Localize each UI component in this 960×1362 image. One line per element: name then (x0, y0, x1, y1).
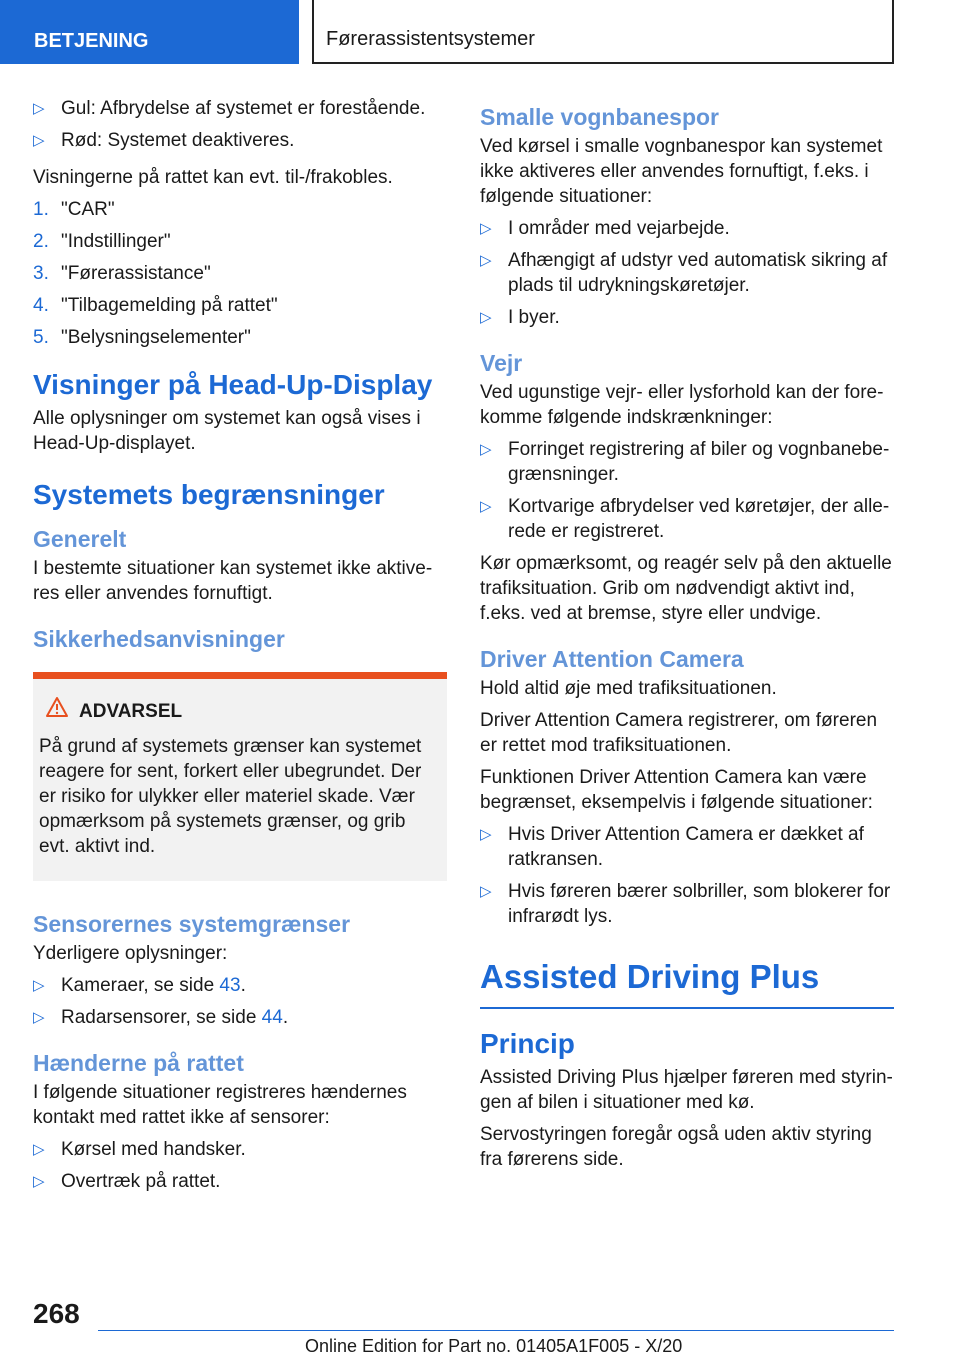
subsection-heading: Smalle vognbanespor (480, 104, 720, 130)
bullet-triangle-icon: ▷ (480, 883, 492, 900)
page-link[interactable]: 43 (219, 975, 241, 996)
paragraph: Ved ugunstige vejr- eller lysforhold kan der fore-komme følgende indskrænkninger: (480, 382, 884, 428)
list-item: ▷ Radarsensorer, se side 44. (33, 1007, 289, 1028)
chapter-heading: Assisted Driving Plus (480, 957, 894, 1009)
lanes-list (480, 216, 894, 330)
paragraph: I følgende situationer registreres hændernes kontakt med rattet ikke af sensorer: (33, 1082, 407, 1128)
bullet-triangle-icon: ▷ (33, 132, 45, 149)
hands-list (33, 1137, 447, 1194)
subsection-heading: Sikkerhedsanvisninger (33, 626, 285, 652)
bullet-triangle-icon: ▷ (33, 1173, 45, 1190)
list-item: 2. "Indstillinger" (33, 231, 171, 252)
list-item: 3. "Førerassistance" (33, 263, 211, 284)
section-heading: Princip (480, 1028, 575, 1059)
left-column (33, 96, 447, 1201)
footer-divider (98, 1330, 894, 1331)
paragraph: Funktionen Driver Attention Camera kan være begrænset, eksempelvis i følgende situationer: (480, 767, 873, 813)
bullet-triangle-icon: ▷ (480, 498, 492, 515)
warning-triangle-icon (45, 696, 69, 718)
right-column (480, 96, 894, 1179)
list-item: ▷ Hvis føreren bærer solbriller, som blokerer for infrarødt lys. (480, 881, 891, 927)
sensor-list (33, 973, 447, 1030)
numbered-list (33, 197, 447, 350)
list-item: ▷ I områder med vejarbejde. (480, 218, 730, 239)
list-item: ▷ I byer. (480, 307, 560, 328)
bullet-triangle-icon: ▷ (33, 100, 45, 117)
section-heading: Visninger på Head-Up-Display (33, 369, 433, 400)
warning-title: ADVARSEL (79, 701, 183, 722)
list-item: ▷ Afhængigt af udstyr ved automatisk sikring af plads til udrykningskøretøjer. (480, 250, 888, 296)
paragraph: Kør opmærksomt, og reagér selv på den aktuelle trafiksituation. Grib om nødvendigt aktivt ind, f.eks. ved at bremse, styre eller undvige. (480, 553, 892, 624)
list-item: ▷ Hvis Driver Attention Camera er dækket af ratkransen. (480, 824, 864, 870)
bullet-triangle-icon: ▷ (480, 252, 492, 269)
list-item: ▷ Kørsel med handsker. (33, 1139, 246, 1160)
paragraph: Visningerne på rattet kan evt. til-/frakobles. (33, 167, 393, 188)
section-tab (0, 0, 299, 64)
list-item: ▷ Kameraer, se side 43. (33, 975, 246, 996)
subsection-heading: Generelt (33, 526, 127, 552)
bullet-triangle-icon: ▷ (33, 1141, 45, 1158)
paragraph: Servostyringen foregår også uden aktiv styring fra førerens side. (480, 1124, 872, 1170)
paragraph: Ved kørsel i smalle vognbanespor kan systemet ikke aktiveres eller anvendes fornuftigt, f.eks. i følgende situationer: (480, 136, 883, 207)
warning-box (33, 672, 447, 881)
subsection-heading: Vejr (480, 350, 523, 376)
section-title: BETJENING (34, 30, 149, 52)
bullet-triangle-icon: ▷ (480, 826, 492, 843)
list-item: 4. "Tilbagemelding på rattet" (33, 295, 278, 316)
page-link[interactable]: 44 (261, 1007, 283, 1028)
list-item: ▷ Overtræk på rattet. (33, 1171, 221, 1192)
weather-list (480, 437, 894, 544)
chapter-header (312, 0, 894, 64)
bullet-triangle-icon: ▷ (33, 977, 45, 994)
camera-list (480, 822, 894, 929)
warning-text: På grund af systemets grænser kan systemet reagere for sent, forkert eller ubegrundet. Der er risiko for ulykker eller materiel skade. Vær opmærksom på systemets grænser, og grib evt. aktivt ind. (39, 736, 422, 857)
paragraph: I bestemte situationer kan systemet ikke aktive-res eller anvendes fornuftigt. (33, 558, 433, 604)
status-bullets (33, 96, 447, 153)
bullet-triangle-icon: ▷ (480, 220, 492, 237)
paragraph: Assisted Driving Plus hjælper føreren med styrin-gen af bilen i situationer med kø. (480, 1067, 893, 1113)
paragraph: Alle oplysninger om systemet kan også vises i Head-Up-displayet. (33, 408, 421, 454)
bullet-triangle-icon: ▷ (480, 441, 492, 458)
subsection-heading: Driver Attention Camera (480, 646, 744, 672)
list-item: ▷ Forringet registrering af biler og vognbanebe-grænsninger. (480, 439, 890, 485)
paragraph: Hold altid øje med trafiksituationen. (480, 678, 777, 699)
footer-edition: Online Edition for Part no. 01405A1F005 - X/20 (305, 1336, 683, 1356)
warning-header (79, 699, 433, 724)
paragraph: Driver Attention Camera registrerer, om føreren er rettet mod trafiksituationen. (480, 710, 878, 756)
chapter-title: Førerassistentsystemer (326, 28, 535, 50)
list-item: ▷ Gul: Afbrydelse af systemet er forestående. (33, 98, 426, 119)
page-number: 268 (33, 1298, 80, 1329)
list-item: 1. "CAR" (33, 199, 115, 220)
bullet-triangle-icon: ▷ (480, 309, 492, 326)
bullet-triangle-icon: ▷ (33, 1009, 45, 1026)
list-item: 5. "Belysningselementer" (33, 327, 251, 348)
paragraph: Yderligere oplysninger: (33, 943, 228, 964)
section-heading: Systemets begrænsninger (33, 479, 385, 510)
list-item: ▷ Rød: Systemet deaktiveres. (33, 130, 295, 151)
subsection-heading: Hænderne på rattet (33, 1050, 244, 1076)
subsection-heading: Sensorernes systemgrænser (33, 911, 351, 937)
list-item: ▷ Kortvarige afbrydelser ved køretøjer, der alle-rede er registreret. (480, 496, 890, 542)
